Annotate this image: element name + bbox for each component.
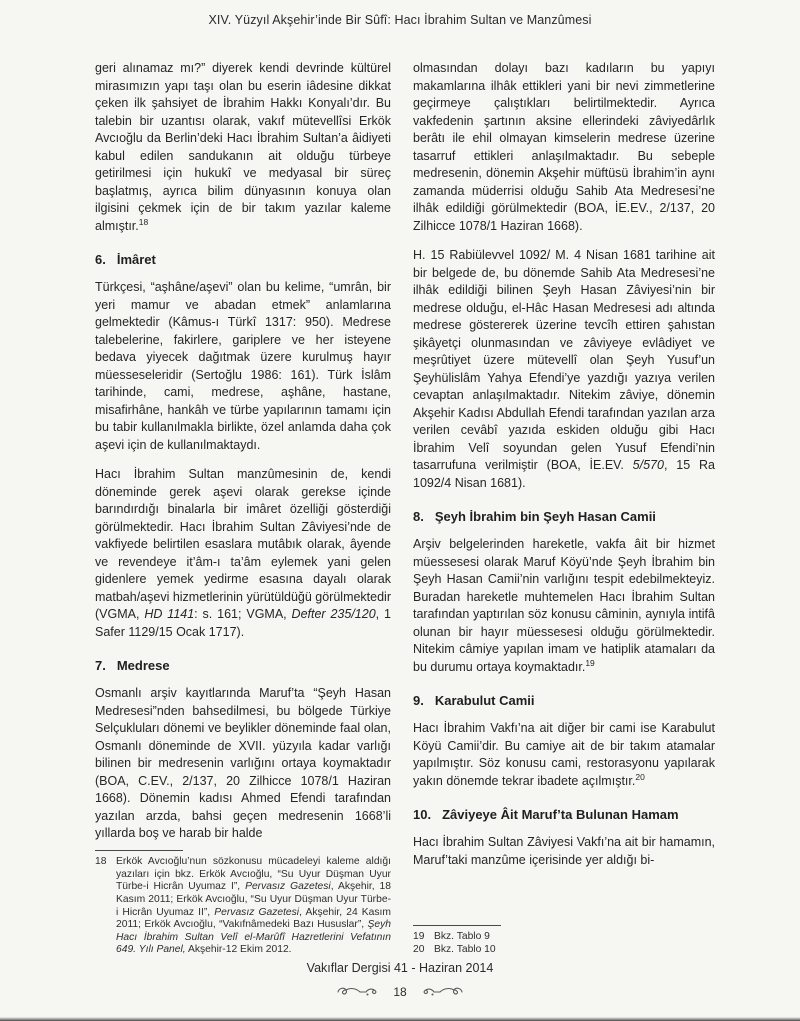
column-right	[413, 60, 715, 958]
two-column-layout	[95, 60, 715, 958]
footnote-20	[413, 944, 715, 957]
section-heading-imaret	[95, 252, 391, 267]
footnote-text: Bkz. Tablo 9	[434, 930, 490, 942]
section-title: İmâret	[116, 252, 156, 267]
column-left	[95, 60, 391, 958]
footnote-number: 20	[413, 944, 425, 956]
footnote-text: Bkz. Tablo 10	[434, 944, 496, 956]
footnote-18	[95, 856, 391, 957]
section-title: Zâviyeye Âit Maruf’ta Bulunan Hamam	[442, 807, 679, 822]
section-heading-karabulut-camii	[413, 693, 715, 708]
paragraph: Türkçesi, “aşhâne/aşevi” olan bu kelime, “umrân, bir yeri mamur ve abadan etmek” anlamlarına gelmektedir (Kâmus-ı Türkî 1317: 950). Medrese talebelerine, fakirlere, gariplere ve her isteyene bedava yiyecek dağıtmak üzere kurulmuş hayır müesseseleridir (Sertoğlu 1986: 161). Türk İslâm tarihinde, cami, medrese, aşhâne, hastane, misafirhâne, hankâh ve türbe yapılarının tamamı için bu tabir kullanılmakla birlikte, özel anlamda daha çok aşevi için de kullanılmaktaydı.	[95, 280, 391, 452]
paragraph: Osmanlı arşiv kayıtlarında Maruf’ta “Şeyh Hasan Medresesi”nden bahsedilmesi, bu bölgede Türkiye Selçukluları dönemi ve beylikler döneminde faal olan, Osmanlı döneminde de XVII. yüzyıla kadar varlığı bilinen bir medresenin varlığını ortaya koymaktadır (BOA, C.EV., 2/137, 20 Zilhicce 1078/1 Haziran 1668). Dönemin kadısı Ahmed Efendi tarafından yazılan arzda, bahsi geçen medresenin 1668’li yıllarda boş ve harab bir halde	[95, 686, 391, 840]
footnote-separator	[413, 925, 501, 926]
page-number: 18	[393, 985, 407, 999]
section-title: Karabulut Camii	[434, 693, 535, 708]
section-number: 9.	[413, 693, 424, 708]
page-number-row	[0, 985, 800, 999]
footnote-separator	[95, 850, 183, 851]
section-number: 7.	[95, 658, 106, 673]
journal-footer: Vakıflar Dergisi 41 - Haziran 2014	[306, 961, 494, 975]
section-number: 6.	[95, 252, 106, 267]
section-title: Medrese	[116, 658, 170, 673]
footnote-text: Erkök Avcıoğlu’nun sözkonusu mücadeleyi kaleme aldığı yazıları için bkz. Erkök Avcıoğlu, “Su Uyur Düşman Uyur Türbe-i Hicrân Uyumaz I”, Pervasız Gazetesi, Akşehir, 18 Kasım 2011; Erkök Avcıoğlu, “Su Uyur Düşman Uyur Türbe-i Hicrân Uyumaz II”, Pervasız Gazetesi, Akşehir, 24 Kasım 2011; Erkök Avcıoğlu, “Vakıfnâmedeki Bazı Hususlar”, Şeyh Hacı İbrahim Sultan Velî el-Marûfî Hazretlerini Vefatının 649. Yılı Panel, Akşehir-12 Ekim 2012.	[116, 856, 391, 956]
footnote-number: 18	[95, 856, 107, 868]
footnote-19	[413, 931, 715, 944]
section-number: 10.	[413, 807, 432, 822]
paragraph: Arşiv belgelerinden hareketle, vakfa âit bir hizmet müessesesi olarak Maruf Köyü’nde Şeyh İbrahim bin Şeyh Hasan Camii’nin varlığını tespit edebilmekteyiz. Buradan hareketle muhtemelen Hacı İbrahim Sultan tarafından yaptırılan söz konusu câminin, aynıyla intifâ olunan bir hayır müessesesi olduğu görülmektedir. Nitekim câmiye yapılan imam ve hatiplik atamaları da bu durumu ortaya koymaktadır.$^{19}$	[413, 537, 715, 674]
footnotes-left	[95, 850, 391, 958]
footnotes-right	[413, 925, 715, 958]
paragraph-continuation: olmasından dolayı bazı kadıların bu yapıyı makamlarına ilhâk ettikleri yani bir nevi zimmetlerine geçirmeye çalıştıkları belirtilmektedir. Ayrıca vakfedenin şartının aksine ellerindeki zâviyedârlık berâtı ile ehil olmayan kimselerin medrese üzerine tasarruf ettikleri anlaşılmaktadır. Bu sebeple medresenin, dönemin Akşehir müftüsü İbrahim’in aynı zamanda müderrisi olduğu Sahib Ata Medresesi’ne ilhâk edildiği görülmektedir (BOA, İE.EV., 2/137, 20 Zilhicce 1078/1 Haziran 1668).	[413, 61, 715, 233]
flourish-right-icon	[420, 985, 464, 999]
section-heading-medrese	[95, 658, 391, 673]
running-header: XIV. Yüzyıl Akşehir’inde Bir Sûfî: Hacı İbrahim Sultan ve Manzûmesi	[208, 13, 592, 27]
section-heading-hamam	[413, 807, 715, 822]
paragraph: Hacı İbrahim Vakfı’na ait diğer bir cami ise Karabulut Köyü Camii’dir. Bu camiye ait de bir takım atamalar yapılmıştır. Söz konusu cami, restorasyonu yapılarak yakın dönemde tekrar ibadete açılmıştır.$^{20}$	[413, 721, 715, 788]
paragraph: Hacı İbrahim Sultan Zâviyesi Vakfı’na ait bir hamamın, Maruf’taki manzûme içerisinde yer aldığı bi-	[413, 835, 715, 867]
scan-bottom-edge	[0, 1017, 800, 1021]
paragraph-continuation: geri alınamaz mı?” diyerek kendi devrinde kültürel mirasımızın yapı taşı olan bu eserin iâdesine dikkat çeken ilk şahsiyet de İbrahim Hakkı Konyalı’dır. Bu talebin bir uzantısı olarak, vakıf mütevellîsi Erkök Avcıoğlu da Berlin’deki Hacı İbrahim Sultan’a âidiyeti kabul edilen sandukanın ait olduğu türbeye getirilmesi için hukukî ve medyasal bir süreç başlatmış, ayrıca bilim dünyasının konuya olan ilgisini çekmek için de bir takım yazılar kaleme almıştır.$^{18}$	[95, 61, 391, 233]
footnote-number: 19	[413, 930, 425, 942]
paragraph: H. 15 Rabiülevvel 1092/ M. 4 Nisan 1681 tarihine ait bir belgede de, bu dönemde Sahib Ata Medresesi’ne ilhâk edildiği bilinen Şeyh Hasan Zâviyesi’nin bir medrese olduğu, el-Hâc Hasan Medresesi adı altında medrese göstererek üzerine tevcîh ettiren şahıstan şikâyetçi olunmasından ve zâviyeye evlâdiyet ve meşrûtiyet üzere mütevellî olan Şeyh Yusuf’un Şeyhülislâm Yahya Efendi’ye yazdığı yazıya verilen cevaptan anlaşılmaktadır. Nitekim zâviye, dönemin Akşehir Kadısı Abdullah Efendi tarafından yazılan arza verilen cevâbî yazıda eskiden olduğu gibi Hacı İbrahim Velî soyundan gelen Yusuf Efendi’nin tasarrufuna verilmiştir (BOA, İE.EV. 5/570, 15 Ra 1092/4 Nisan 1681).	[413, 248, 715, 490]
section-title: Şeyh İbrahim bin Şeyh Hasan Camii	[434, 509, 656, 524]
section-heading-seyh-ibrahim-camii	[413, 509, 715, 524]
paragraph: Hacı İbrahim Sultan manzûmesinin de, kendi döneminde gerek aşevi olarak gerekse içinde barındırdığı binalarla bir imâret özelliği gösterdiği görülmektedir. Hacı İbrahim Sultan Zâviyesi’nde de vakfiyede belirtilen esaslara mutâbık olarak, âyende ve revendeye it’âm-ı ta’âm eylemek yani gelen gidenlere yemek yedirme esasına dayalı olarak matbah/aşevi hizmetlerinin yürütüldüğü görülmektedir (VGMA, HD 1141: s. 161; VGMA, Defter 235/120, 1 Safer 1129/15 Ocak 1717).	[95, 467, 391, 639]
flourish-left-icon	[336, 985, 380, 999]
section-number: 8.	[413, 509, 424, 524]
